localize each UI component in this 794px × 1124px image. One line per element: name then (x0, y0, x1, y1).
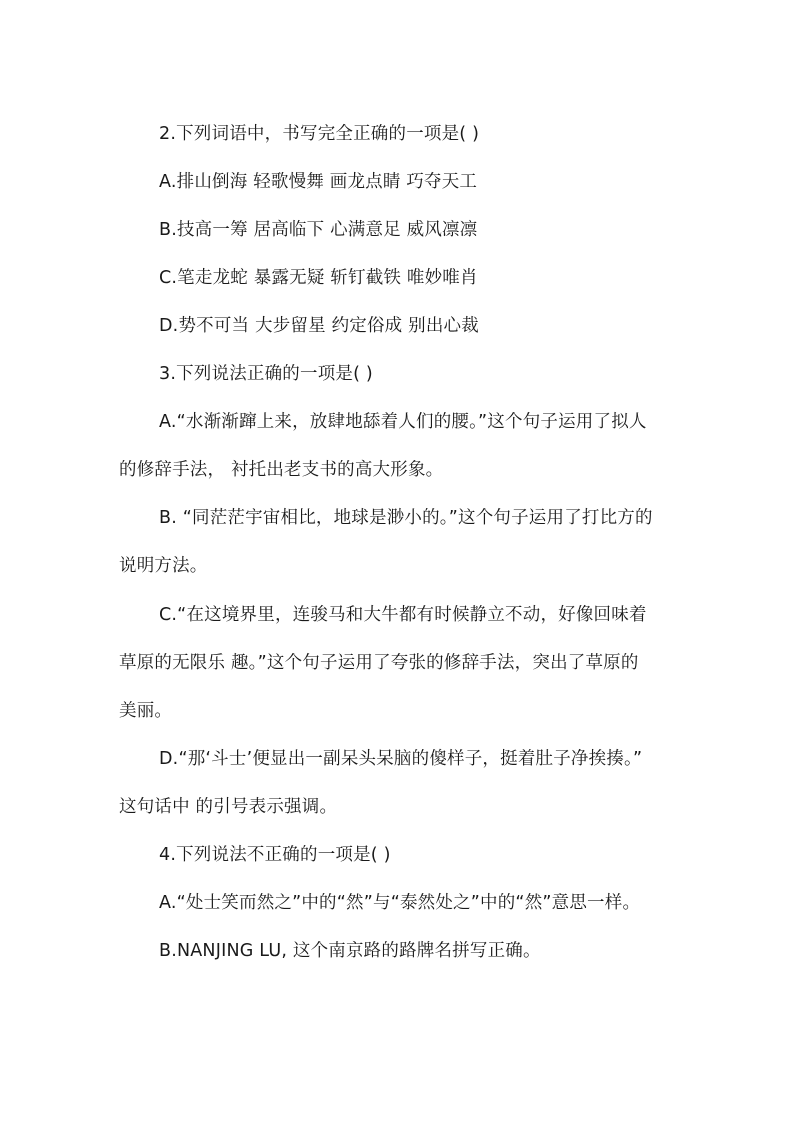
question-2-option-c: C.笔走龙蛇 暴露无疑 斩钉截铁 唯妙唯肖 (159, 268, 478, 288)
question-2-option-b: B.技高一筹 居高临下 心满意足 威风凛凛 (159, 220, 478, 240)
question-4-option-a: A.“处士笑而然之”中的“然”与“泰然处之”中的“然”意思一样。 (159, 893, 641, 913)
question-3-option-a-line-2: 的修辞手法， 衬托出老支书的高大形象。 (119, 460, 444, 480)
question-3-option-d-line-2: 这句话中 的引号表示强调。 (119, 797, 338, 817)
question-3-stem: 3.下列说法正确的一项是( ) (159, 364, 373, 384)
question-4-option-b: B.NANJING LU, 这个南京路的路牌名拼写正确。 (159, 941, 541, 961)
question-3-option-c-line-2: 草原的无限乐 趣。”这个句子运用了夸张的修辞手法，突出了草原的 (119, 653, 639, 673)
question-3-option-c-line-3: 美丽。 (119, 701, 173, 721)
question-3-option-b-line-2: 说明方法。 (119, 556, 208, 576)
question-3-option-c-line-1: C.“在这境界里，连骏马和大牛都有时候静立不动，好像回味着 (159, 605, 647, 625)
question-3-option-b-line-1: B. “同茫茫宇宙相比，地球是渺小的。”这个句子运用了打比方的 (159, 508, 653, 528)
question-2-stem: 2.下列词语中，书写完全正确的一项是( ) (159, 124, 480, 144)
question-4-stem: 4.下列说法不正确的一项是( ) (159, 845, 391, 865)
question-3-option-d-line-1: D.“那‘斗士’便显出一副呆头呆脑的傻样子，挺着肚子净挨揍。” (159, 749, 643, 769)
question-2-option-d: D.势不可当 大步留星 约定俗成 别出心裁 (159, 316, 479, 336)
question-2-option-a: A.排山倒海 轻歌慢舞 画龙点睛 巧夺天工 (159, 172, 478, 192)
question-3-option-a-line-1: A.“水渐渐蹿上来，放肆地舔着人们的腰。”这个句子运用了拟人 (159, 412, 647, 432)
